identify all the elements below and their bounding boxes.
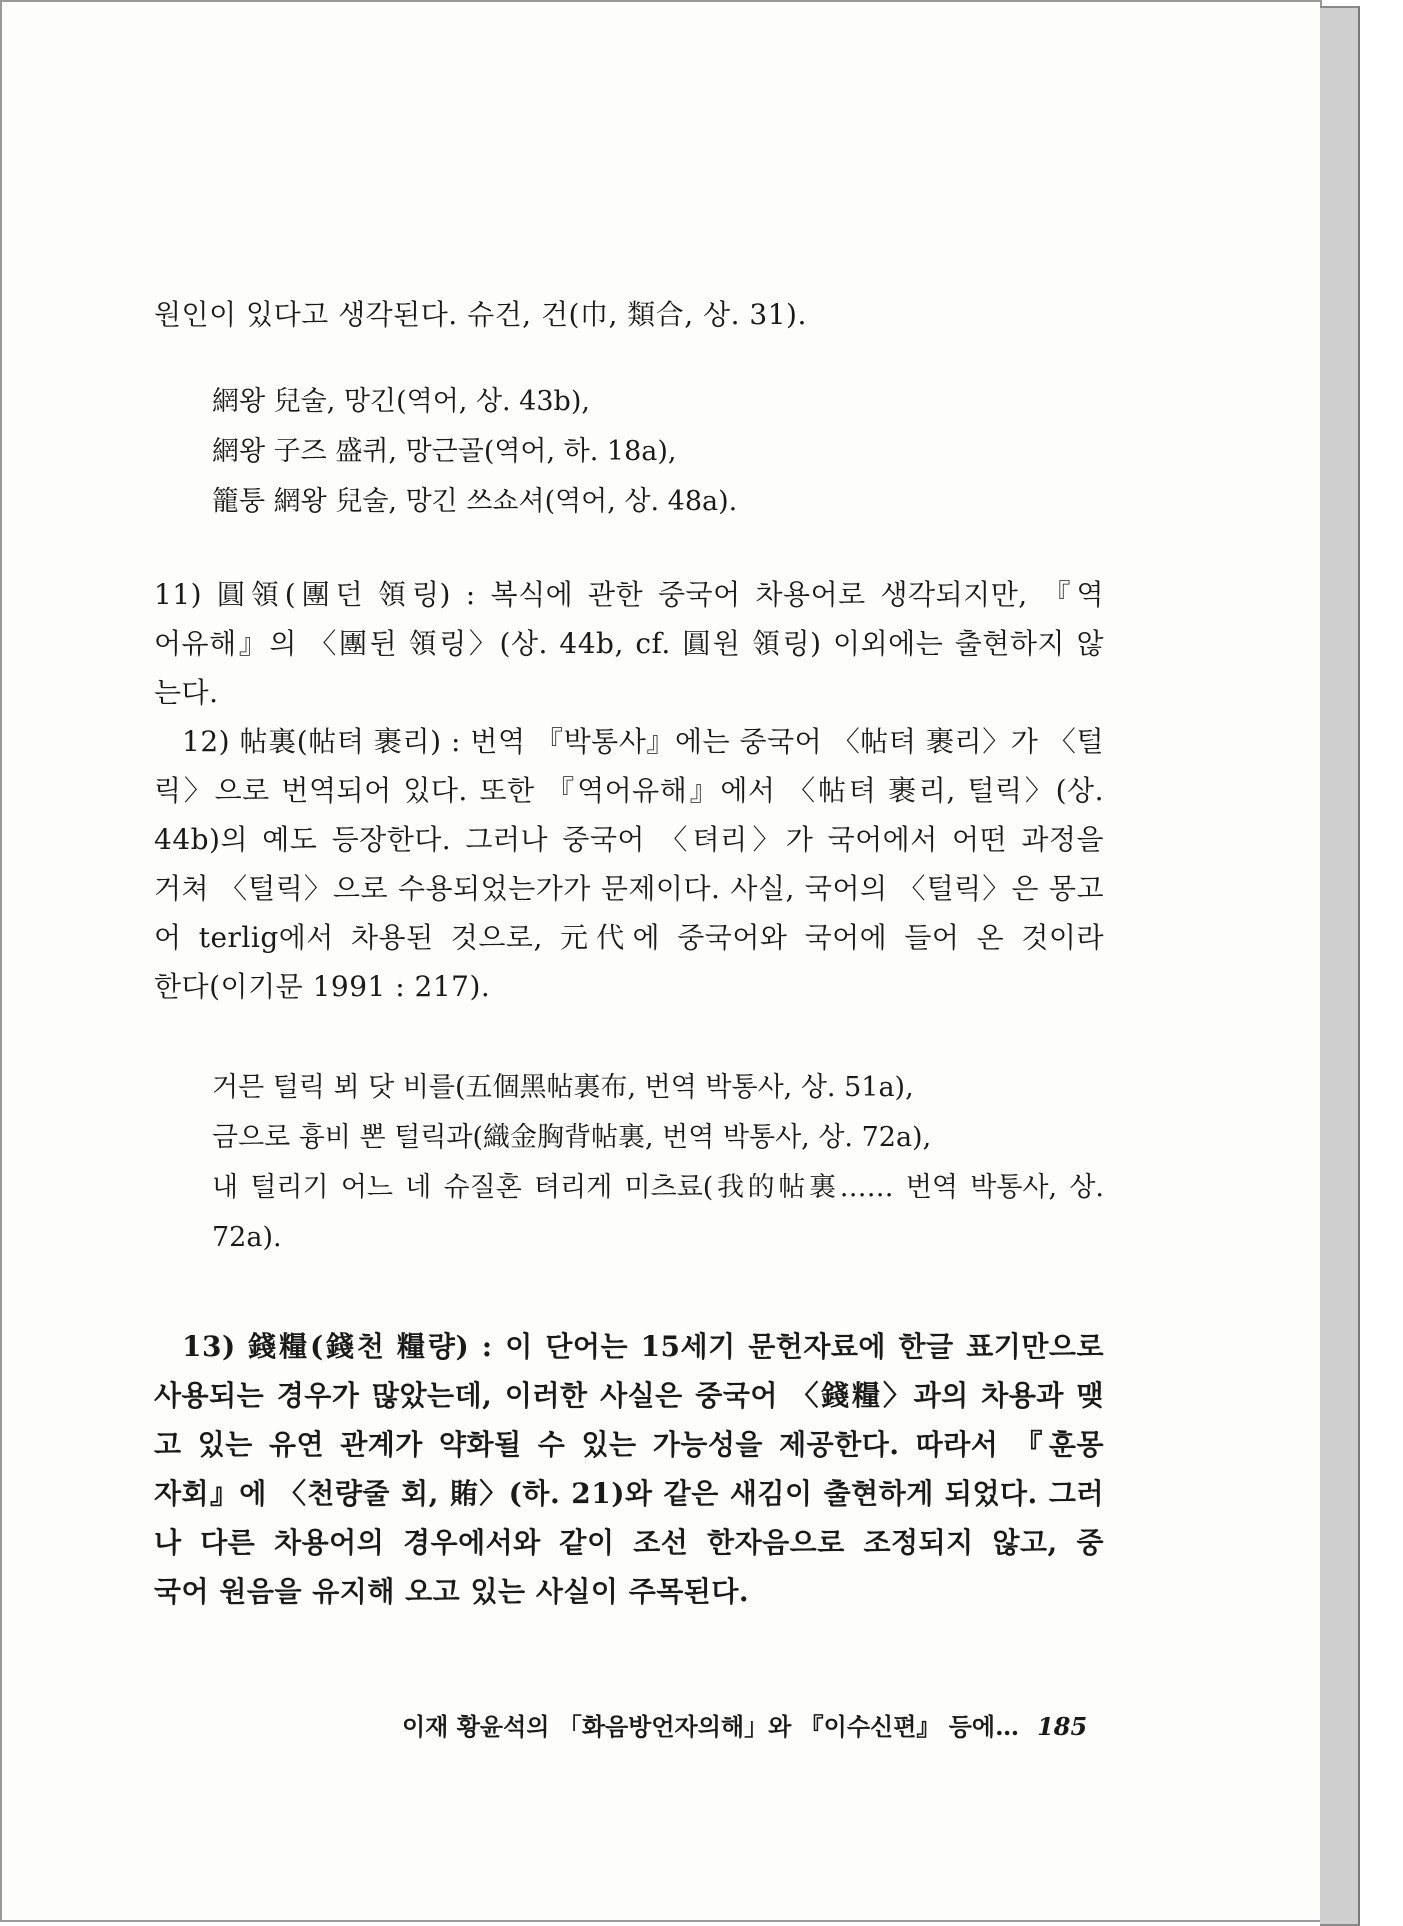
paragraph-12 [154, 717, 1104, 1011]
quote-line: 網왕 兒술, 망긴(역어, 상. 43b), [212, 386, 590, 417]
paragraph-11 [154, 570, 1104, 717]
text-line: 11) 圓領(團던 領링) : 복식에 관한 중국어 차용어로 생각되지만, 『역 [154, 578, 1104, 611]
running-title: 이재 황윤석의 「화음방언자의해」와 『이수신편』 등에… [402, 1712, 1020, 1741]
quote-line: 금으로 흉비 뽄 털릭과(織金胸背帖裏, 번역 박통사, 상. 72a), [212, 1122, 932, 1153]
text-line: 사용되는 경우가 많았는데, 이러한 사실은 중국어 〈錢糧〉과의 차용과 맺 [154, 1379, 1104, 1412]
quote-block-2 [212, 1063, 1104, 1263]
text-line: 원인이 있다고 생각된다. 슈건, 건(巾, 類合, 상. 31). [154, 298, 807, 331]
text-line: 국어 원음을 유지해 오고 있는 사실이 주목된다. [154, 1575, 750, 1608]
page-number: 185 [1037, 1712, 1088, 1741]
text-line: 릭〉으로 번역되어 있다. 또한 『역어유해』에서 〈帖텨 裹리, 털릭〉(상. [154, 774, 1104, 807]
quote-line: 網왕 子즈 盛퀴, 망근골(역어, 하. 18a), [212, 436, 677, 467]
quote-line: 籠퉁 網왕 兒술, 망긴 쓰쇼셔(역어, 상. 48a). [212, 486, 738, 517]
text-line: 고 있는 유연 관계가 약화될 수 있는 가능성을 제공한다. 따라서 『훈몽 [154, 1428, 1104, 1461]
text-line: 13) 錢糧(錢천 糧량) : 이 단어는 15세기 문헌자료에 한글 표기만으로 [182, 1330, 1104, 1363]
text-line: 어 terlig에서 차용된 것으로, 元代에 중국어와 국어에 들어 온 것이라 [154, 921, 1104, 954]
running-footer [402, 1707, 1088, 1742]
text-line: 자회』에 〈천량줄 회, 賄〉(하. 21)와 같은 새김이 출현하게 되었다. 그러 [154, 1477, 1104, 1510]
text-line: 나 다른 차용어의 경우에서와 같이 조선 한자음으로 조정되지 않고, 중 [154, 1526, 1104, 1559]
quote-line: 거믄 털릭 뵈 닷 비를(五個黑帖裏布, 번역 박통사, 상. 51a), [212, 1072, 914, 1103]
intro-paragraph [154, 290, 1104, 339]
text-line: 거쳐 〈털릭〉으로 수용되었는가가 문제이다. 사실, 국어의 〈털릭〉은 몽고 [154, 872, 1104, 905]
page-stack-edge [1320, 6, 1360, 1926]
text-line: 는다. [154, 676, 219, 709]
quote-line: 내 털리기 어느 네 슈질혼 텨리게 미츠료(我的帖裏…… 번역 박통사, 상. [212, 1172, 1104, 1203]
quote-block-1 [212, 377, 1104, 527]
text-line: 12) 帖裏(帖텨 裹리) : 번역 『박통사』에는 중국어 〈帖텨 裹리〉가 〈털 [182, 725, 1104, 758]
paragraph-13 [154, 1322, 1104, 1616]
text-line: 44b)의 예도 등장한다. 그러나 중국어 〈텨리〉가 국어에서 어떤 과정을 [154, 823, 1104, 856]
text-line: 한다(이기문 1991 : 217). [154, 970, 491, 1003]
quote-line: 72a). [212, 1222, 282, 1253]
text-line: 어유해』의 〈團뒨 領링〉(상. 44b, cf. 圓원 領링) 이외에는 출현하지 않 [154, 627, 1104, 660]
